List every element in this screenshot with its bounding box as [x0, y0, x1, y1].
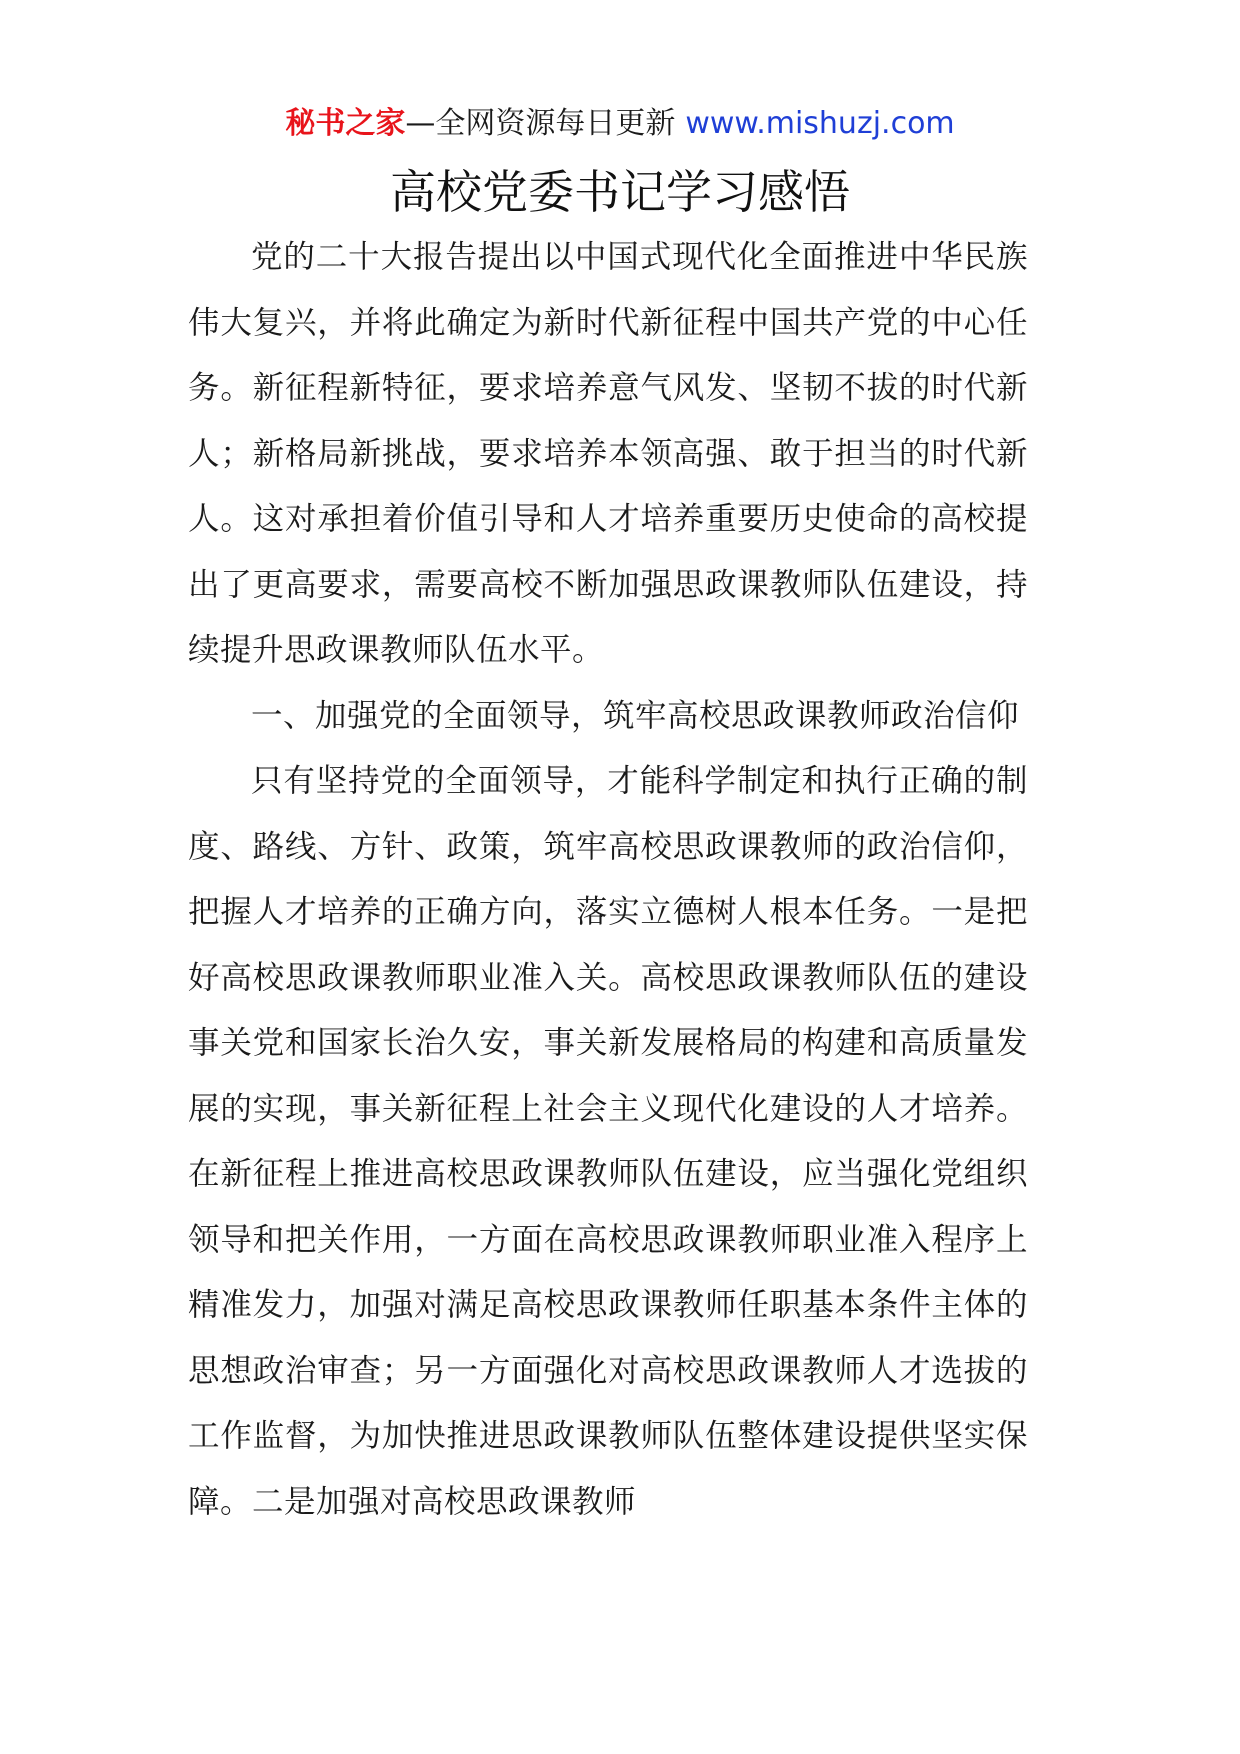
site-header	[0, 100, 1240, 148]
document-title: 高校党委书记学习感悟	[390, 165, 850, 219]
site-slogan: —全网资源每日更新	[405, 106, 676, 141]
section-heading: 一、加强党的全面领导，筑牢高校思政课教师政治信仰	[251, 697, 1020, 734]
document-body	[188, 225, 1028, 1535]
body-paragraph: 党的二十大报告提出以中国式现代化全面推进中华民族伟大复兴，并将此确定为新时代新征程中国共产党的中心任务。新征程新特征，要求培养意气风发、坚韧不拔的时代新人；新格局新挑战，要求培养本领高强、敢于担当的时代新人。这对承担着价值引导和人才培养重要历史使命的高校提出了更高要求，需要高校不断加强思政课教师队伍建设，持续提升思政课教师队伍水平。	[188, 239, 1028, 668]
site-brand: 秘书之家	[285, 106, 406, 141]
site-url-link[interactable]: www.mishuzj.com	[685, 106, 955, 141]
body-paragraph: 只有坚持党的全面领导，才能科学制定和执行正确的制度、路线、方针、政策，筑牢高校思政课教师的政治信仰，把握人才培养的正确方向，落实立德树人根本任务。一是把好高校思政课教师职业准入关。高校思政课教师队伍的建设事关党和国家长治久安，事关新发展格局的构建和高质量发展的实现，事关新征程上社会主义现代化建设的人才培养。在新征程上推进高校思政课教师队伍建设，应当强化党组织领导和把关作用，一方面在高校思政课教师职业准入程序上精准发力，加强对满足高校思政课教师任职基本条件主体的思想政治审查；另一方面强化对高校思政课教师人才选拔的工作监督，为加快推进思政课教师队伍整体建设提供坚实保障。二是加强对高校思政课教师	[188, 763, 1028, 1520]
